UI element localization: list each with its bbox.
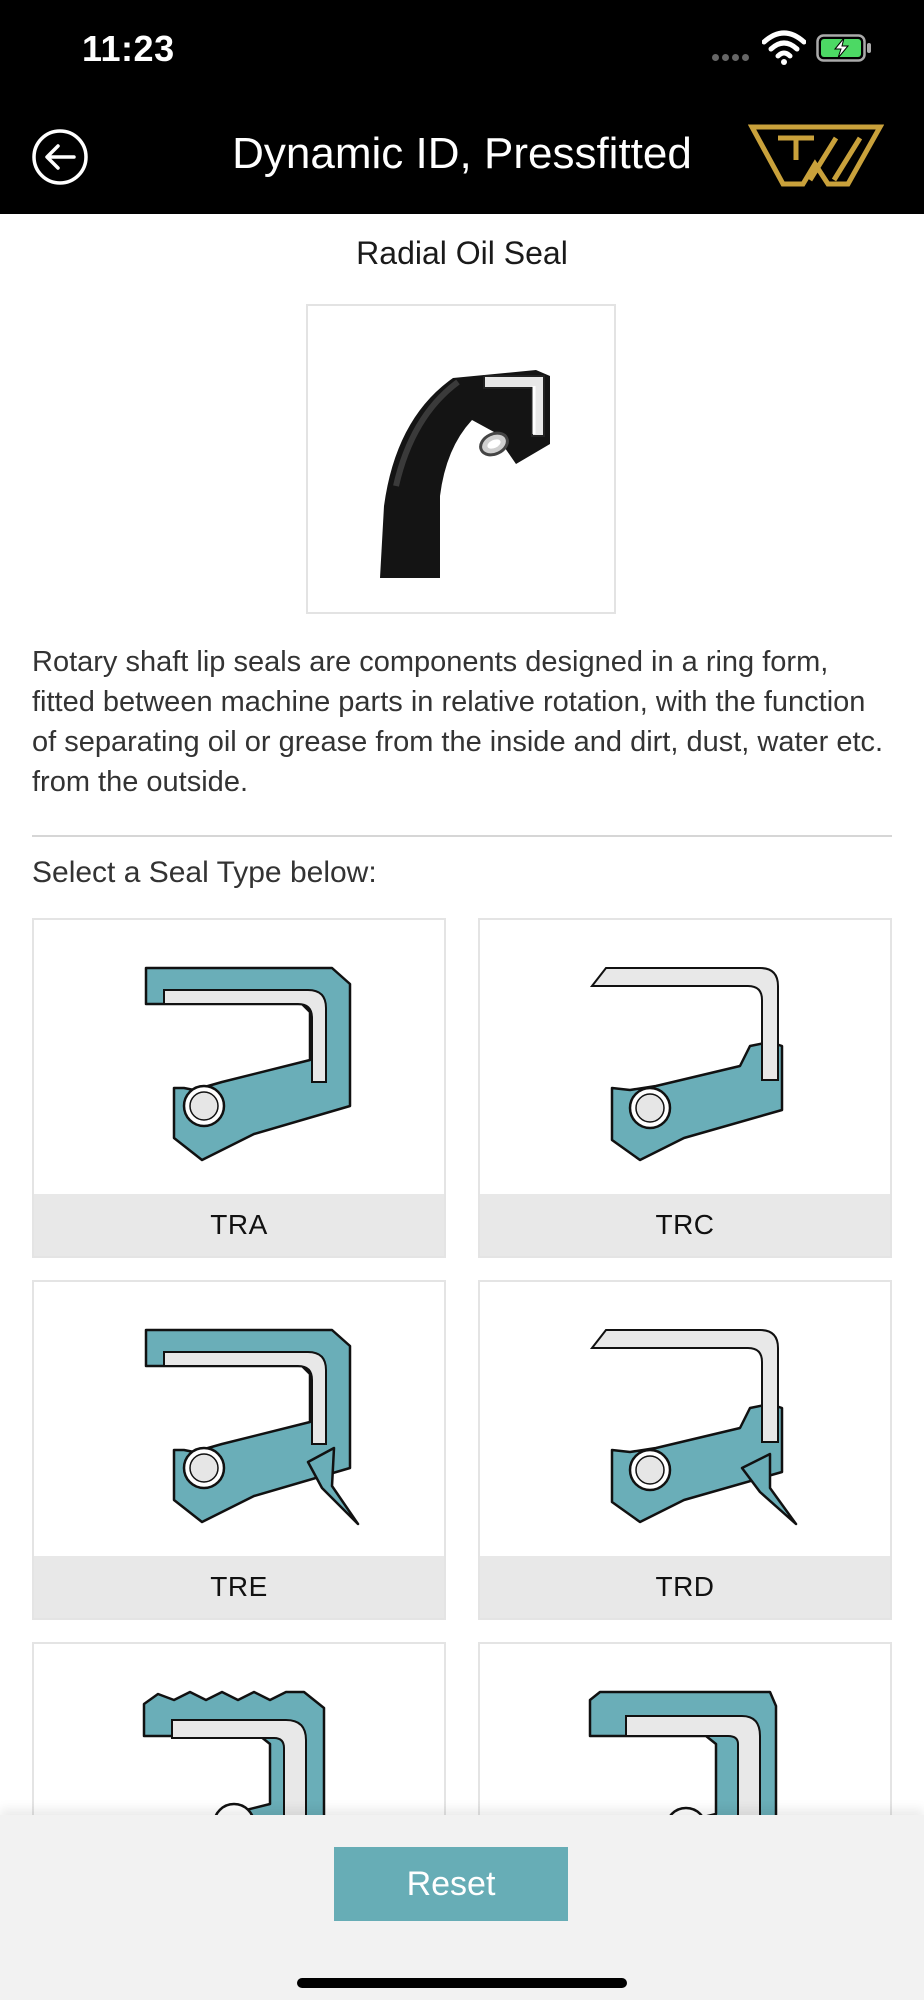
bottom-bar — [0, 1815, 924, 2000]
seal-tre-icon — [34, 1282, 444, 1558]
cellular-signal-icon — [712, 48, 752, 66]
seal-type-card-tre[interactable] — [32, 1280, 446, 1620]
brand-logo-icon — [748, 122, 884, 190]
seal-tra-icon — [34, 920, 444, 1196]
select-seal-type-label: Select a Seal Type below: — [32, 856, 377, 889]
seal-type-card-tra[interactable] — [32, 918, 446, 1258]
nav-bar — [0, 100, 924, 214]
seal-type-label: TRC — [480, 1194, 890, 1256]
wifi-icon — [762, 30, 806, 66]
seal-type-card-trd[interactable] — [478, 1280, 892, 1620]
back-button[interactable] — [30, 127, 90, 187]
product-description: Rotary shaft lip seals are components designed in a ring form, fitted between machine parts in relative rotation, with the function of separating oil or grease from the inside and dirt, dust, water etc. from the outside. — [32, 646, 884, 798]
product-image — [306, 304, 616, 614]
seal-trd-icon — [480, 1282, 890, 1558]
seal-type-card-trc[interactable] — [478, 918, 892, 1258]
seal-type-label: TRD — [480, 1556, 890, 1618]
home-indicator[interactable] — [297, 1978, 627, 1988]
status-bar — [0, 0, 924, 100]
product-title: Radial Oil Seal — [356, 235, 568, 271]
status-time: 11:23 — [82, 28, 175, 69]
page-title: Dynamic ID, Pressfitted — [232, 129, 692, 178]
seal-trc-icon — [480, 920, 890, 1196]
seal-type-label: TRE — [34, 1556, 444, 1618]
seal-type-label: TRA — [34, 1194, 444, 1256]
radial-oil-seal-image — [308, 306, 614, 612]
battery-charging-icon — [816, 34, 872, 62]
reset-button[interactable]: Reset — [334, 1847, 568, 1921]
divider — [32, 835, 892, 837]
